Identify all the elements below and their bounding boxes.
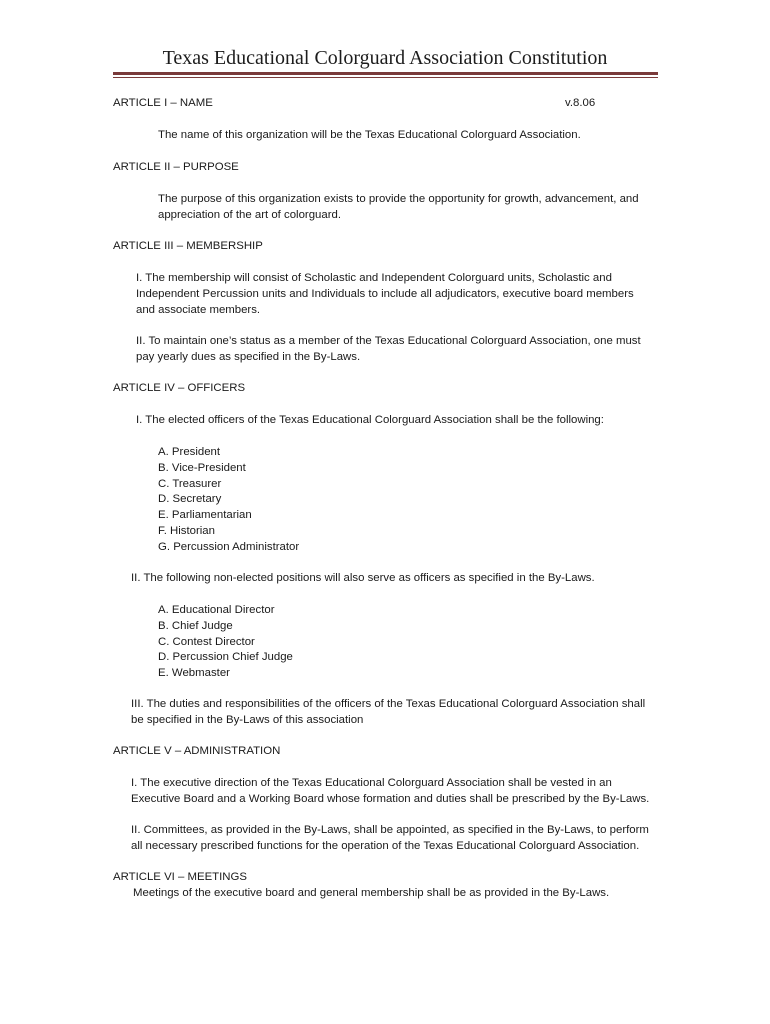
article-5-section-2-line: II. Committees, as provided in the By-Laws, shall be appointed, as specified in the By-Laws, to perform (131, 824, 649, 836)
article-4-section-1: I. The elected officers of the Texas Educational Colorguard Association shall be the following: (136, 414, 604, 426)
non-elected-officer-item: A. Educational Director (158, 604, 275, 616)
title-rule-thin (113, 77, 658, 78)
article-4-section-3-line: be specified in the By-Laws of this association (131, 714, 364, 726)
non-elected-officer-item: B. Chief Judge (158, 620, 233, 632)
article-3-section-2-line: pay yearly dues as specified in the By-Laws. (136, 351, 361, 363)
article-2-text-line: appreciation of the art of colorguard. (158, 209, 341, 221)
article-3-section-1-line: and associate members. (136, 304, 261, 316)
non-elected-officer-item: E. Webmaster (158, 667, 230, 679)
elected-officer-item: D. Secretary (158, 493, 222, 505)
non-elected-officer-item: C. Contest Director (158, 636, 255, 648)
elected-officer-item: A. President (158, 446, 221, 458)
article-4-heading: ARTICLE IV – OFFICERS (113, 382, 246, 394)
elected-officer-item: F. Historian (158, 525, 215, 537)
elected-officer-item: C. Treasurer (158, 478, 222, 490)
article-2-text-line: The purpose of this organization exists to provide the opportunity for growth, advancement, and (158, 193, 639, 205)
article-6-heading: ARTICLE VI – MEETINGS (113, 871, 247, 883)
article-1-text: The name of this organization will be the Texas Educational Colorguard Association. (158, 129, 581, 141)
article-2-heading: ARTICLE II – PURPOSE (113, 161, 239, 173)
article-5-section-1-line: Executive Board and a Working Board whose formation and duties shall be prescribed by the By-Laws. (131, 793, 650, 805)
article-4-section-2: II. The following non-elected positions will also serve as officers as specified in the By-Laws. (131, 572, 595, 584)
non-elected-officer-item: D. Percussion Chief Judge (158, 651, 293, 663)
article-6-text: Meetings of the executive board and general membership shall be as provided in the By-Laws. (133, 887, 610, 899)
elected-officer-item: E. Parliamentarian (158, 509, 252, 521)
elected-officer-item: G. Percussion Administrator (158, 541, 300, 553)
article-3-section-1-line: Independent Percussion units and Individuals to include all adjudicators, executive board members (136, 288, 634, 300)
version-label: v.8.06 (565, 97, 596, 109)
title-rule-thick (113, 72, 658, 75)
document-title: Texas Educational Colorguard Association Constitution (162, 47, 608, 69)
article-4-section-3-line: III. The duties and responsibilities of the officers of the Texas Educational Colorguard Association shall (131, 698, 646, 710)
article-5-heading: ARTICLE V – ADMINISTRATION (113, 745, 281, 757)
article-3-section-2-line: II. To maintain one’s status as a member of the Texas Educational Colorguard Association, one must (136, 335, 641, 347)
article-3-section-1-line: I. The membership will consist of Scholastic and Independent Colorguard units, Scholastic and (136, 272, 612, 284)
article-3-heading: ARTICLE III – MEMBERSHIP (113, 240, 263, 252)
article-5-section-2-line: all necessary prescribed functions for the operation of the Texas Educational Colorguard Association. (131, 840, 640, 852)
elected-officer-item: B. Vice-President (158, 462, 246, 474)
article-5-section-1-line: I. The executive direction of the Texas Educational Colorguard Association shall be vested in an (131, 777, 612, 789)
article-1-heading: ARTICLE I – NAME (113, 97, 213, 109)
